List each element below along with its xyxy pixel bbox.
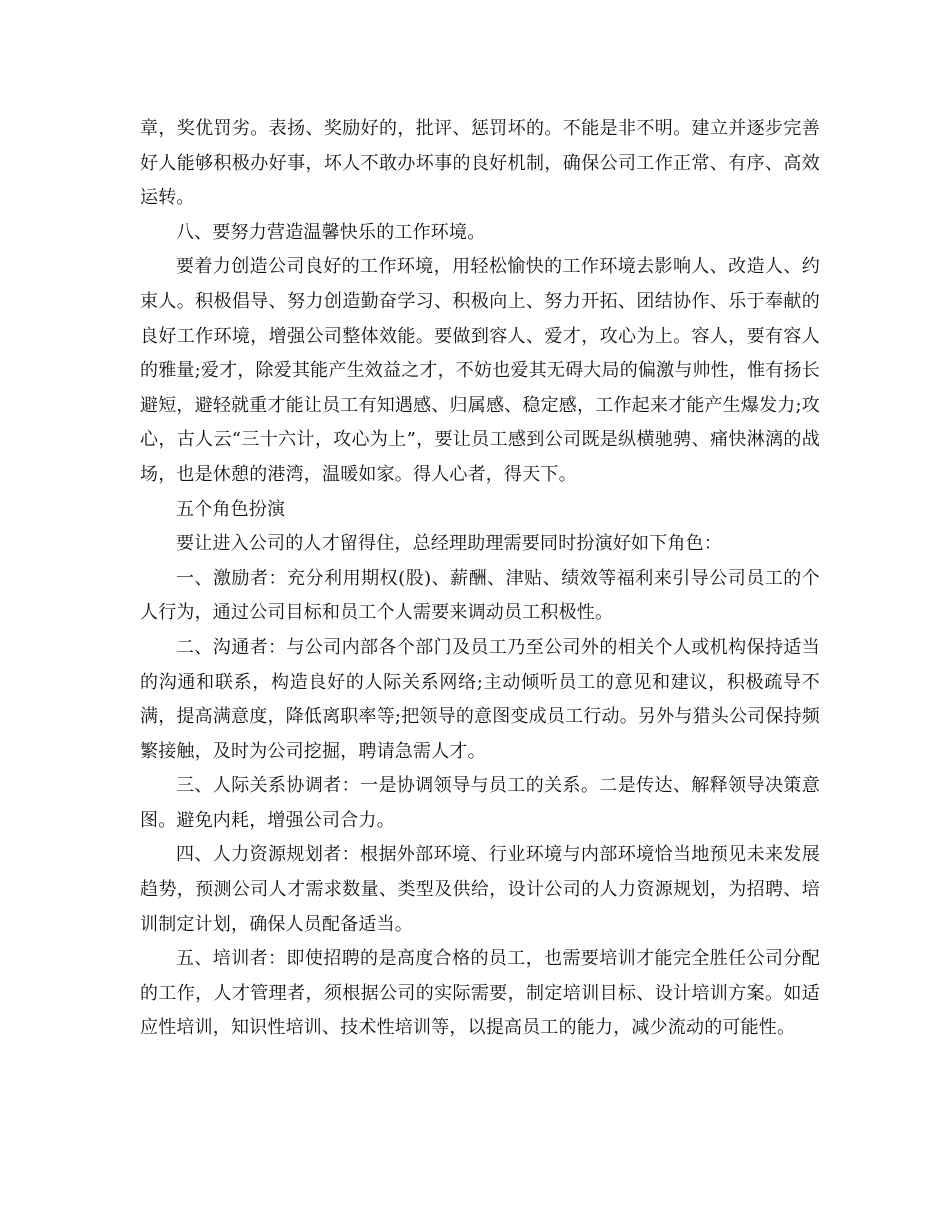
section-heading-five-roles: 五个角色扮演 [176,498,286,520]
paragraph-role-coordinator: 三、人际关系协调者：一是协调领导与员工的关系。二是传达、解释领导决策意图。避免内耗，增强公司合力。 [140,775,820,831]
paragraph-continuation: 章，奖优罚劣。表扬、奖励好的，批评、惩罚坏的。不能是非不明。建立并逐步完善好人能够积极办好事，坏人不敢办坏事的良好机制，确保公司工作正常、有序、高效运转。 [140,118,820,209]
paragraph-role-trainer: 五、培训者：即使招聘的是高度合格的员工，也需要培训才能完全胜任公司分配的工作，人才管理者，须根据公司的实际需要，制定培训目标、设计培训方案。如适应性培训，知识性培训、技术性培训等，以提高员工的能力，减少流动的可能性。 [140,948,820,1039]
section-heading-8: 八、要努力营造温馨快乐的工作环境。 [176,221,486,243]
document-page [140,112,820,1046]
paragraph-role-planner: 四、人力资源规划者：根据外部环境、行业环境与内部环境恰当地预见未来发展趋势，预测公司人才需求数量、类型及供给，设计公司的人力资源规划，为招聘、培训制定计划，确保人员配备适当。 [140,844,820,935]
paragraph-role-motivator: 一、激励者：充分利用期权(股)、薪酬、津贴、绩效等福利来引导公司员工的个人行为，通过公司目标和员工个人需要来调动员工积极性。 [140,567,820,624]
paragraph-role-communicator: 二、沟通者：与公司内部各个部门及员工乃至公司外的相关个人或机构保持适当的沟通和联系，构造良好的人际关系网络;主动倾听员工的意见和建议，积极疏导不满，提高满意度，降低离职率等;把领导的意图变成员工行动。另外与猎头公司保持频繁接触，及时为公司挖掘，聘请急需人才。 [140,636,820,762]
paragraph-roles-intro: 要让进入公司的人才留得住，总经理助理需要同时扮演好如下角色： [176,533,722,555]
paragraph-work-environment: 要着力创造公司良好的工作环境，用轻松愉快的工作环境去影响人、改造人、约束人。积极倡导、努力创造勤奋学习、积极向上、努力开拓、团结协作、乐于奉献的良好工作环境，增强公司整体效能。要做到容人、爱才，攻心为上。容人，要有容人的雅量;爱才，除爱其能产生效益之才，不妨也爱其无碍大局的偏激与帅性，惟有扬长避短，避轻就重才能让员工有知遇感、归属感、稳定感，工作起来才能产生爆发力;攻心，古人云“三十六计，攻心为上”，要让员工感到公司既是纵横驰骋、痛快淋漓的战场，也是休憩的港湾，温暖如家。得人心者，得天下。 [140,256,820,485]
